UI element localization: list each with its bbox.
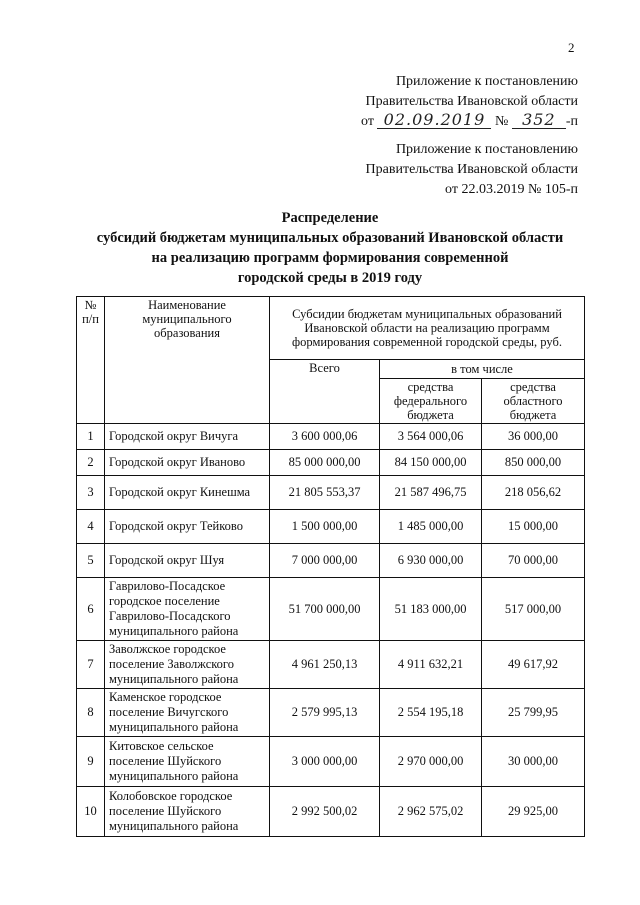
appendix-original-line2: Правительства Ивановской области [365,162,578,177]
row-num: 2 [77,450,105,476]
row-federal: 3 564 000,06 [380,424,482,450]
row-name: Колобовское городское поселение Шуйского муниципального района [105,787,270,837]
row-name: Китовское сельское поселение Шуйского муниципального района [105,737,270,787]
table-row [77,424,585,450]
row-regional: 29 925,00 [482,787,585,837]
document-title [60,208,600,288]
ref-prefix: от [361,114,374,129]
row-federal: 2 970 000,00 [380,737,482,787]
row-federal: 6 930 000,00 [380,544,482,578]
row-name: Городской округ Вичуга [105,424,270,450]
ref-suffix: -п [565,114,578,129]
row-total: 4 961 250,13 [270,641,380,689]
row-regional: 25 799,95 [482,689,585,737]
row-federal: 84 150 000,00 [380,450,482,476]
row-total: 3 600 000,06 [270,424,380,450]
appendix-original [366,140,578,200]
row-name: Заволжское городское поселение Заволжского муниципального района [105,641,270,689]
row-regional: 517 000,00 [482,578,585,641]
row-num: 7 [77,641,105,689]
row-name: Гаврилово-Посадское городское поселение Гаврилово-Посадского муниципального района [105,578,270,641]
appendix-current-ref [361,112,578,132]
header-subsidy: Субсидии бюджетам муниципальных образований Ивановской области на реализацию программ формирования современной городской среды, руб. [270,297,585,360]
row-federal: 1 485 000,00 [380,510,482,544]
row-num: 9 [77,737,105,787]
row-federal: 4 911 632,21 [380,641,482,689]
row-num: 1 [77,424,105,450]
header-total: Всего [270,360,380,424]
row-regional: 218 056,62 [482,476,585,510]
row-num: 6 [77,578,105,641]
row-total: 2 992 500,02 [270,787,380,837]
title-line3: на реализацию программ формирования современной [151,250,509,266]
row-num: 5 [77,544,105,578]
row-regional: 30 000,00 [482,737,585,787]
row-federal: 51 183 000,00 [380,578,482,641]
row-name: Городской округ Тейково [105,510,270,544]
table-row [77,450,585,476]
header-regional: средства областного бюджета [482,379,585,424]
row-federal: 2 962 575,02 [380,787,482,837]
table-row [77,787,585,837]
appendix-original-line3: от 22.03.2019 № 105-п [445,182,578,197]
row-num: 10 [77,787,105,837]
row-total: 21 805 553,37 [270,476,380,510]
table-body [77,424,585,837]
page-number: 2 [568,40,575,55]
row-total: 3 000 000,00 [270,737,380,787]
row-name: Городской округ Кинешма [105,476,270,510]
distribution-table [76,296,585,837]
appendix-current [361,72,578,132]
row-name: Каменское городское поселение Вичугского муниципального района [105,689,270,737]
appendix-current-line1: Приложение к постановлению [395,74,578,89]
table-row [77,641,585,689]
title-line2: субсидий бюджетам муниципальных образований Ивановской области [96,230,564,246]
row-total: 7 000 000,00 [270,544,380,578]
table-row [77,737,585,787]
table-row [77,544,585,578]
header-name: Наименование муниципального образования [105,297,270,424]
row-federal: 2 554 195,18 [380,689,482,737]
row-num: 3 [77,476,105,510]
row-name: Городской округ Иваново [105,450,270,476]
row-federal: 21 587 496,75 [380,476,482,510]
row-total: 2 579 995,13 [270,689,380,737]
row-num: 8 [77,689,105,737]
row-regional: 850 000,00 [482,450,585,476]
table-row [77,578,585,641]
row-regional: 36 000,00 [482,424,585,450]
table-row [77,689,585,737]
row-regional: 49 617,92 [482,641,585,689]
number-sign: № [494,114,509,129]
row-name: Городской округ Шуя [105,544,270,578]
header-federal: средства федерального бюджета [380,379,482,424]
handwritten-number: 352 [512,112,566,129]
table-row [77,510,585,544]
handwritten-date: 02.09.2019 [377,112,491,129]
row-num: 4 [77,510,105,544]
title-line1: Распределение [281,210,379,226]
row-regional: 15 000,00 [482,510,585,544]
header-including: в том числе [380,360,585,379]
row-total: 1 500 000,00 [270,510,380,544]
header-num: № п/п [77,297,105,424]
appendix-original-line1: Приложение к постановлению [395,142,578,157]
title-line4: городской среды в 2019 году [237,270,423,286]
row-regional: 70 000,00 [482,544,585,578]
table-row [77,476,585,510]
appendix-current-line2: Правительства Ивановской области [365,94,578,109]
row-total: 85 000 000,00 [270,450,380,476]
row-total: 51 700 000,00 [270,578,380,641]
